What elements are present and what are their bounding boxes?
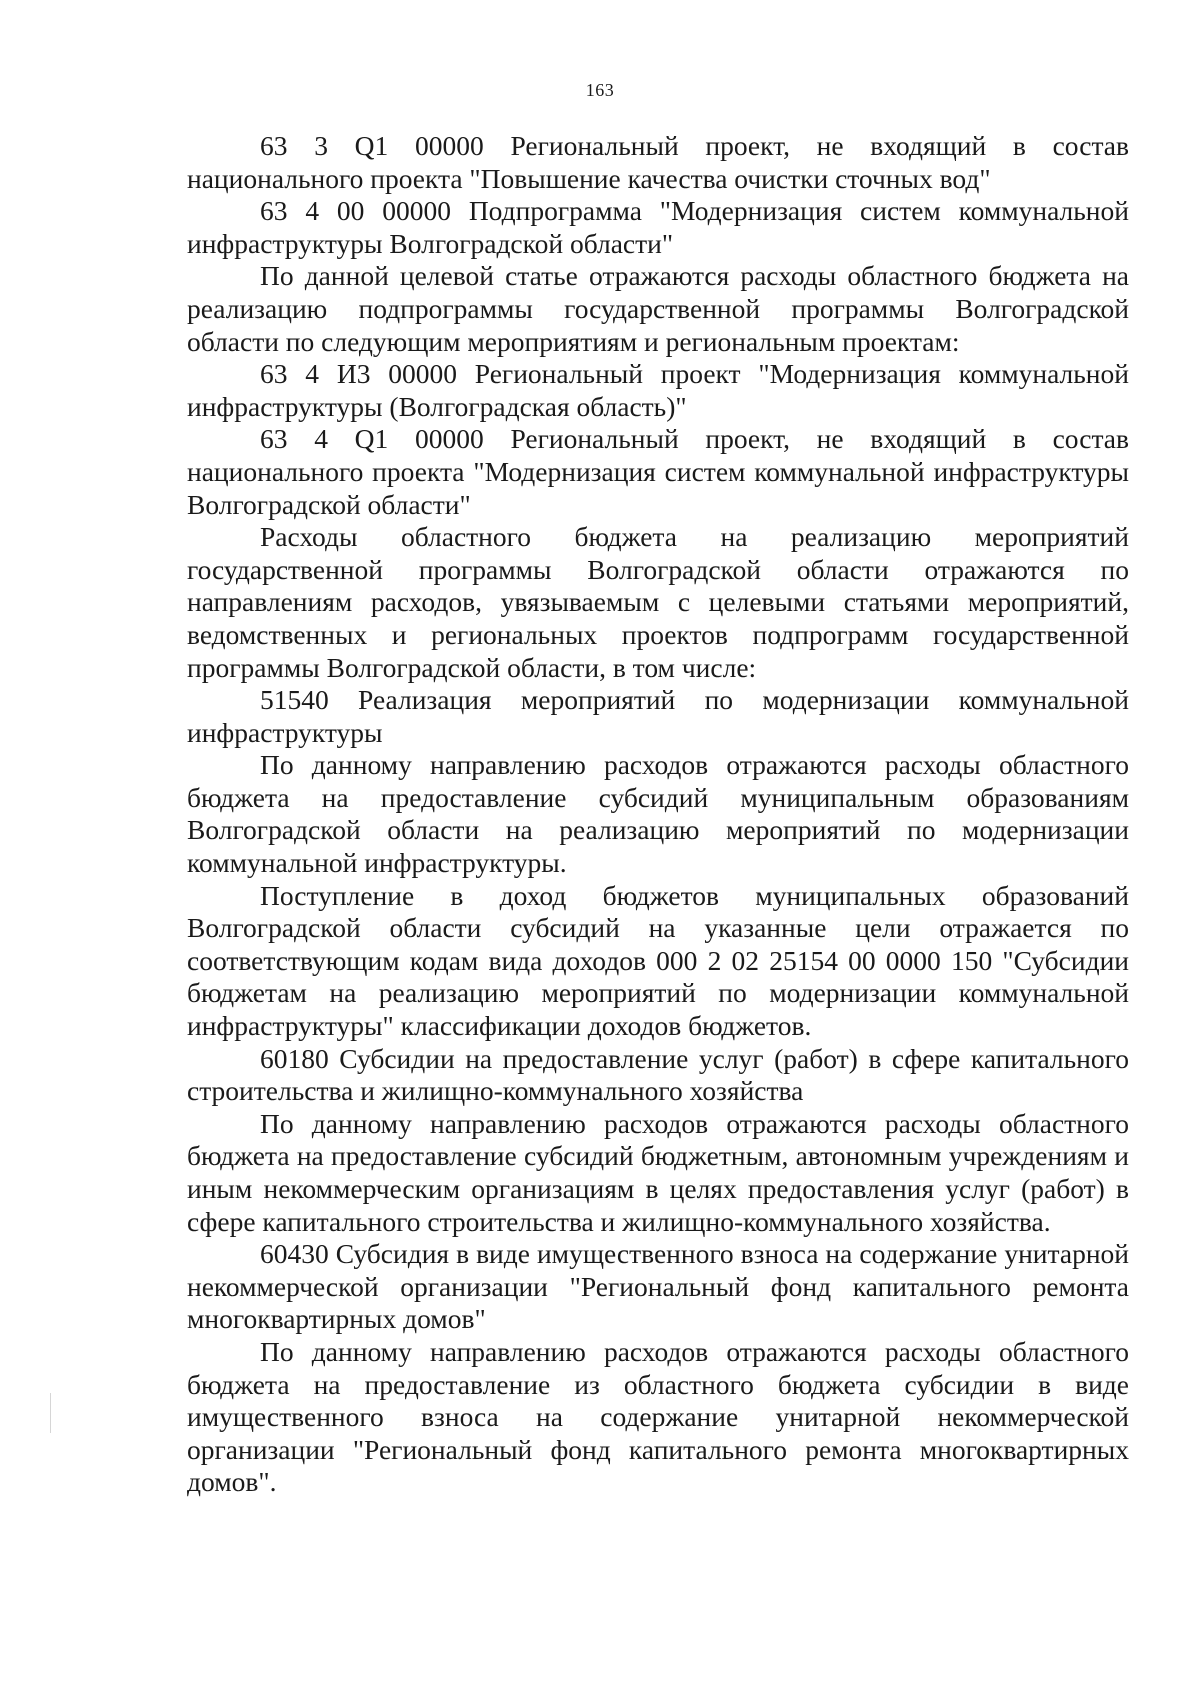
paragraph-target-article-63-3-q1: 63 3 Q1 00000 Региональный проект, не входящий в состав национального проекта "Повышение качества очистки сточных вод" [187, 130, 1129, 194]
paragraph-direction-51540-description: По данному направлению расходов отражаются расходы областного бюджета на предоставление субсидий муниципальным образованиям Волгоградской области на реализацию мероприятий по модернизации коммунальной инфраструктуры. [187, 749, 1129, 879]
paragraph-direction-60180-description: По данному направлению расходов отражаются расходы областного бюджета на предоставление субсидий бюджетным, автономным учреждениям и иным некоммерческим организациям в целях предоставления услуг (работ) в сфере капитального строительства и жилищно-коммунального хозяйства. [187, 1107, 1129, 1237]
paragraph-direction-51540: 51540 Реализация мероприятий по модернизации коммунальной инфраструктуры [187, 684, 1129, 748]
paragraph-expense-directions: Расходы областного бюджета на реализацию мероприятий государственной программы Волгоградской области отражаются по направлениям расходов, увязываемым с целевыми статьями мероприятий, ведомственных и региональных проектов подпрограмм государственной программы Волгоградской области, в том числе: [187, 521, 1129, 683]
paragraph-project-63-4-q1: 63 4 Q1 00000 Региональный проект, не входящий в состав национального проекта "Модернизация систем коммунальной инфраструктуры Волгоградской области" [187, 423, 1129, 520]
page-number: 163 [585, 80, 615, 100]
paragraph-direction-60430-description: По данному направлению расходов отражаются расходы областного бюджета на предоставление из областного бюджета субсидии в виде имущественного взноса на содержание унитарной некоммерческой организации "Региональный фонд капитального ремонта многоквартирных домов". [187, 1335, 1129, 1498]
paragraph-subprogram-63-4: 63 4 00 00000 Подпрограмма "Модернизация систем коммунальной инфраструктуры Волгоградской области" [187, 195, 1129, 259]
paragraph-direction-60180: 60180 Субсидии на предоставление услуг (работ) в сфере капитального строительства и жилищно-коммунального хозяйства [187, 1042, 1129, 1107]
paragraph-direction-60430: 60430 Субсидия в виде имущественного взноса на содержание унитарной некоммерческой организации "Региональный фонд капитального ремонта многоквартирных домов" [187, 1238, 1129, 1335]
paragraph-revenue-codes: Поступление в доход бюджетов муниципальных образований Волгоградской области субсидий на указанные цели отражается по соответствующим кодам вида доходов 000 2 02 25154 00 0000 150 "Субсидии бюджетам на реализацию мероприятий по модернизации коммунальной инфраструктуры" классификации доходов бюджетов. [187, 879, 1129, 1042]
paragraph-subprogram-description: По данной целевой статье отражаются расходы областного бюджета на реализацию подпрограммы государственной программы Волгоградской области по следующим мероприятиям и региональным проектам: [187, 260, 1129, 357]
scan-margin-mark [50, 1393, 51, 1433]
document-body [187, 130, 1129, 1499]
paragraph-project-63-4-i3: 63 4 И3 00000 Региональный проект "Модернизация коммунальной инфраструктуры (Волгоградская область)" [187, 358, 1129, 422]
